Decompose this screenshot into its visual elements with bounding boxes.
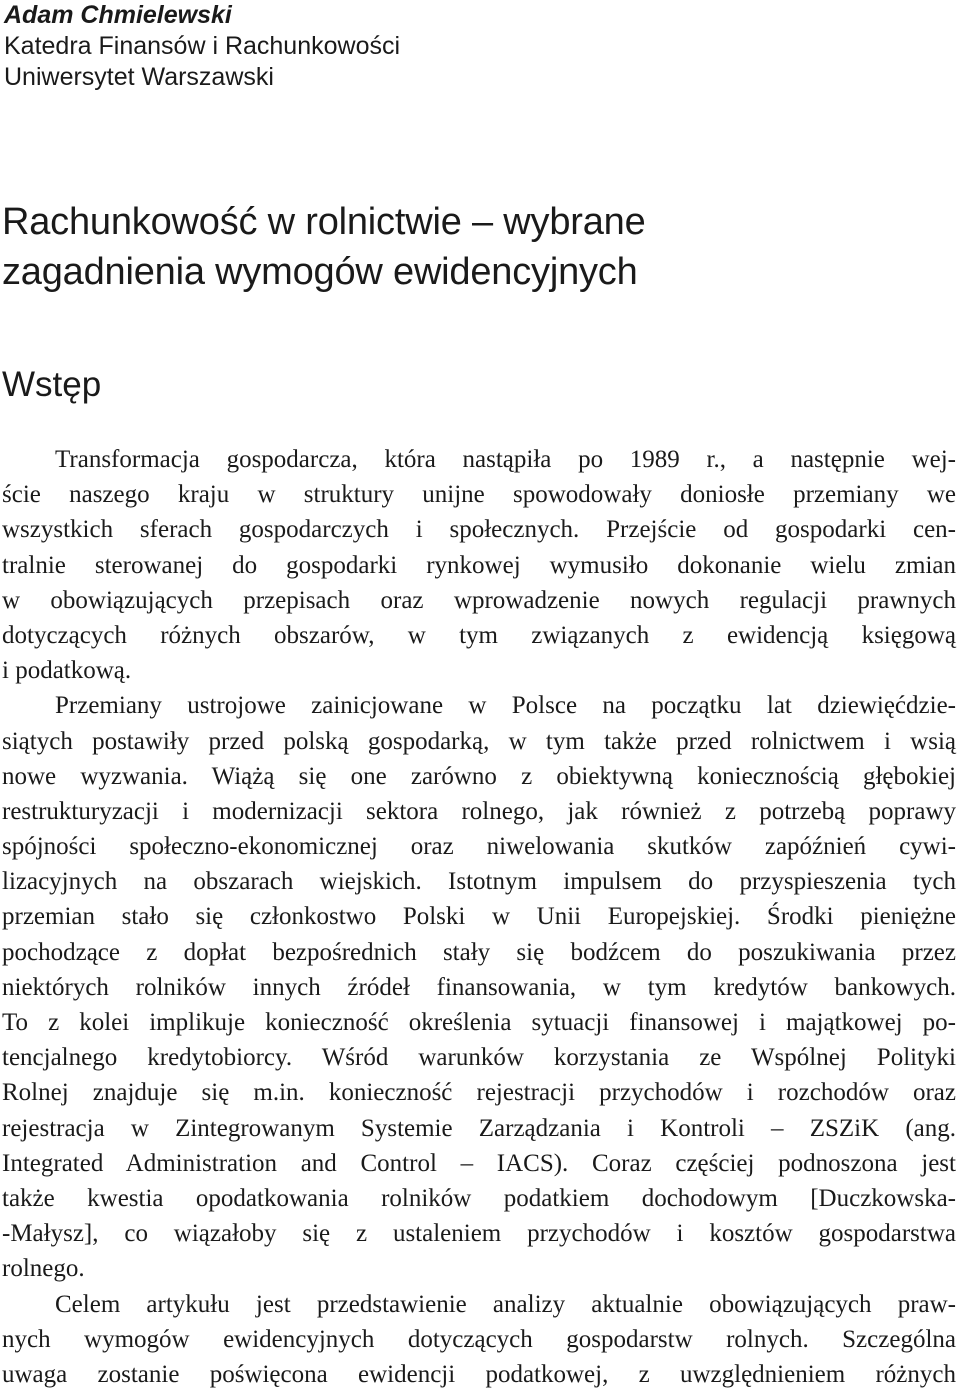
text-line: Celem artykułu jest przedstawienie analizy aktualnie obowiązujących praw-	[55, 1290, 956, 1318]
text-line: pochodzące z dopłat bezpośrednich stały się bodźcem do poszukiwania przez	[2, 938, 956, 966]
text-line: tralnie sterowanej do gospodarki rynkowej wymusiło dokonanie wielu zmian	[2, 551, 956, 579]
text-line: -Małysz], co wiązałoby się z ustaleniem przychodów i kosztów gospodarstwa	[2, 1220, 956, 1248]
text-line: ście naszego kraju w struktury unijne spowodowały doniosłe przemiany we	[2, 481, 956, 509]
text-line: spójności społeczno-ekonomicznej oraz niwelowania skutków zapóźnień cywi-	[2, 833, 956, 861]
text-line: także kwestia opodatkowania rolników podatkiem dochodowym [Duczkowska-	[2, 1184, 956, 1212]
text-line: i podatkową.	[2, 657, 132, 685]
text-line: niektórych rolników innych źródeł finansowania, w tym kredytów bankowych.	[2, 973, 956, 1001]
text-line: To z kolei implikuje konieczność określenia sytuacji finansowej i majątkowej po-	[2, 1009, 956, 1036]
text-line: uwaga zostanie poświęcona ewidencji podatkowej, z uwzględnieniem różnych	[2, 1360, 956, 1388]
text-line: tencjalnego kredytobiorcy. Wśród warunków korzystania ze Wspólnej Polityki	[2, 1044, 956, 1072]
text-line: lizacyjnych na obszarach wiejskich. Istotnym impulsem do przyspieszenia tych	[2, 868, 956, 896]
section-heading: Wstęp	[2, 365, 102, 404]
author-name: Adam Chmielewski	[4, 1, 232, 29]
text-line: w obowiązujących przepisach oraz wprowadzenie nowych regulacji prawnych	[2, 586, 956, 614]
title-line: zagadnienia wymogów ewidencyjnych	[2, 251, 638, 293]
author-department: Katedra Finansów i Rachunkowości	[4, 32, 401, 60]
text-line: Integrated Administration and Control – IACS). Coraz częściej podnoszona jest	[2, 1149, 956, 1177]
body-text	[2, 442, 956, 1392]
text-line: siątych postawiły przed polską gospodarką, w tym także przed rolnictwem i wsią	[2, 727, 956, 755]
text-line: restrukturyzacji i modernizacji sektora rolnego, jak również z potrzebą poprawy	[2, 797, 956, 825]
text-line: Transformacja gospodarcza, która nastąpiła po 1989 r., a następnie wej-	[55, 446, 956, 473]
text-line: Rolnej znajduje się m.in. konieczność rejestracji przychodów i rozchodów oraz	[2, 1079, 956, 1107]
text-line: Przemiany ustrojowe zainicjowane w Polsce na początku lat dziewięćdzie-	[55, 692, 956, 720]
text-line: nowe wyzwania. Wiążą się one zarówno z obiektywną koniecznością głębokiej	[2, 762, 956, 790]
text-line: dotyczących różnych obszarów, w tym związanych z ewidencją księgową	[2, 621, 956, 649]
article-title	[2, 197, 646, 297]
author-block	[4, 0, 400, 93]
text-line: nych wymogów ewidencyjnych dotyczących gospodarstw rolnych. Szczególna	[2, 1325, 956, 1353]
text-line: rejestracja w Zintegrowanym Systemie Zarządzania i Kontroli – ZSZiK (ang.	[2, 1114, 956, 1142]
text-line: przemian stało się członkostwo Polski w Unii Europejskiej. Środki pieniężne	[2, 903, 956, 931]
text-line: wszystkich sferach gospodarczych i społecznych. Przejście od gospodarki cen-	[2, 516, 956, 544]
author-university: Uniwersytet Warszawski	[4, 63, 274, 91]
text-line: rolnego.	[2, 1255, 85, 1283]
title-line: Rachunkowość w rolnictwie – wybrane	[2, 201, 646, 243]
